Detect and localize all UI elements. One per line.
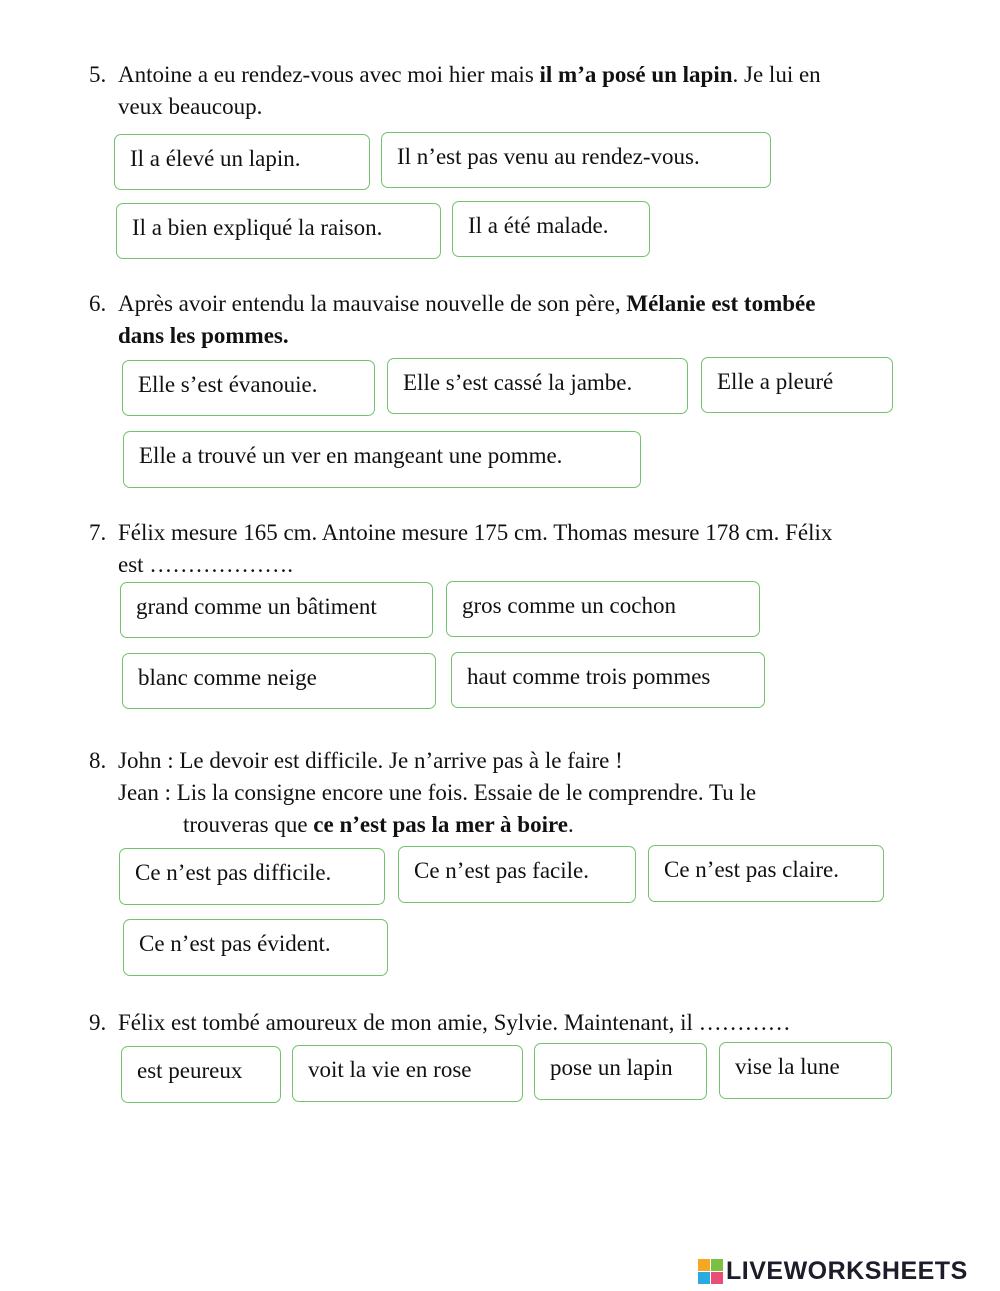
- answer-option[interactable]: Ce n’est pas claire.: [648, 845, 884, 902]
- liveworksheets-logo: [698, 1256, 968, 1286]
- answer-option[interactable]: gros comme un cochon: [446, 581, 760, 637]
- answer-option[interactable]: Elle s’est cassé la jambe.: [387, 358, 688, 414]
- logo-icon: [698, 1259, 723, 1284]
- answer-option[interactable]: Il a élevé un lapin.: [114, 134, 370, 190]
- answer-option[interactable]: Elle a pleuré: [701, 357, 893, 413]
- answer-option[interactable]: Elle a trouvé un ver en mangeant une pomme.: [123, 431, 641, 488]
- question-text-line3: trouveras que ce n’est pas la mer à boire.: [183, 812, 574, 837]
- question-text-line2: Jean : Lis la consigne encore une fois. Essaie de le comprendre. Tu le: [118, 780, 757, 805]
- brand-name: LIVEWORKSHEETS: [726, 1256, 968, 1285]
- question-5: [89, 59, 821, 123]
- answer-option[interactable]: Il a été malade.: [452, 201, 650, 257]
- question-text: Félix mesure 165 cm. Antoine mesure 175 cm. Thomas mesure 178 cm. Félix: [118, 520, 833, 545]
- question-text: John : Le devoir est difficile. Je n’arrive pas à le faire !: [118, 748, 623, 773]
- answer-option[interactable]: est peureux: [121, 1046, 281, 1103]
- question-number: 8.: [89, 748, 107, 773]
- answer-option[interactable]: haut comme trois pommes: [451, 652, 765, 708]
- expression-line2: dans les pommes.: [118, 323, 289, 348]
- question-text: Félix est tombé amoureux de mon amie, Sylvie. Maintenant, il …………: [118, 1010, 791, 1035]
- question-number: 7.: [89, 520, 107, 545]
- answer-option[interactable]: pose un lapin: [534, 1043, 707, 1100]
- question-number: 9.: [89, 1010, 107, 1035]
- expression: il m’a posé un lapin: [539, 62, 733, 87]
- question-7: [89, 517, 832, 581]
- expression: Mélanie est tombée: [626, 291, 816, 316]
- answer-option[interactable]: Ce n’est pas difficile.: [119, 848, 385, 905]
- question-text: Après avoir entendu la mauvaise nouvelle de son père, Mélanie est tombée: [118, 291, 816, 316]
- answer-option[interactable]: Il n’est pas venu au rendez-vous.: [381, 132, 771, 188]
- expression: ce n’est pas la mer à boire: [313, 812, 568, 837]
- question-text-line2: veux beaucoup.: [118, 94, 263, 119]
- answer-option[interactable]: Elle s’est évanouie.: [122, 360, 375, 416]
- question-text: Antoine a eu rendez-vous avec moi hier mais il m’a posé un lapin. Je lui en: [118, 62, 821, 87]
- question-8: [89, 745, 756, 841]
- answer-option[interactable]: blanc comme neige: [122, 653, 436, 709]
- question-9: [89, 1007, 791, 1039]
- answer-option[interactable]: voit la vie en rose: [292, 1045, 523, 1102]
- answer-option[interactable]: grand comme un bâtiment: [120, 582, 433, 638]
- answer-option[interactable]: Il a bien expliqué la raison.: [116, 203, 441, 259]
- answer-option[interactable]: Ce n’est pas évident.: [123, 919, 388, 976]
- question-text-line2: est ……………….: [118, 552, 294, 577]
- question-number: 5.: [89, 62, 107, 87]
- answer-option[interactable]: vise la lune: [719, 1042, 892, 1099]
- question-6: [89, 288, 815, 352]
- question-number: 6.: [89, 291, 107, 316]
- answer-option[interactable]: Ce n’est pas facile.: [398, 846, 636, 903]
